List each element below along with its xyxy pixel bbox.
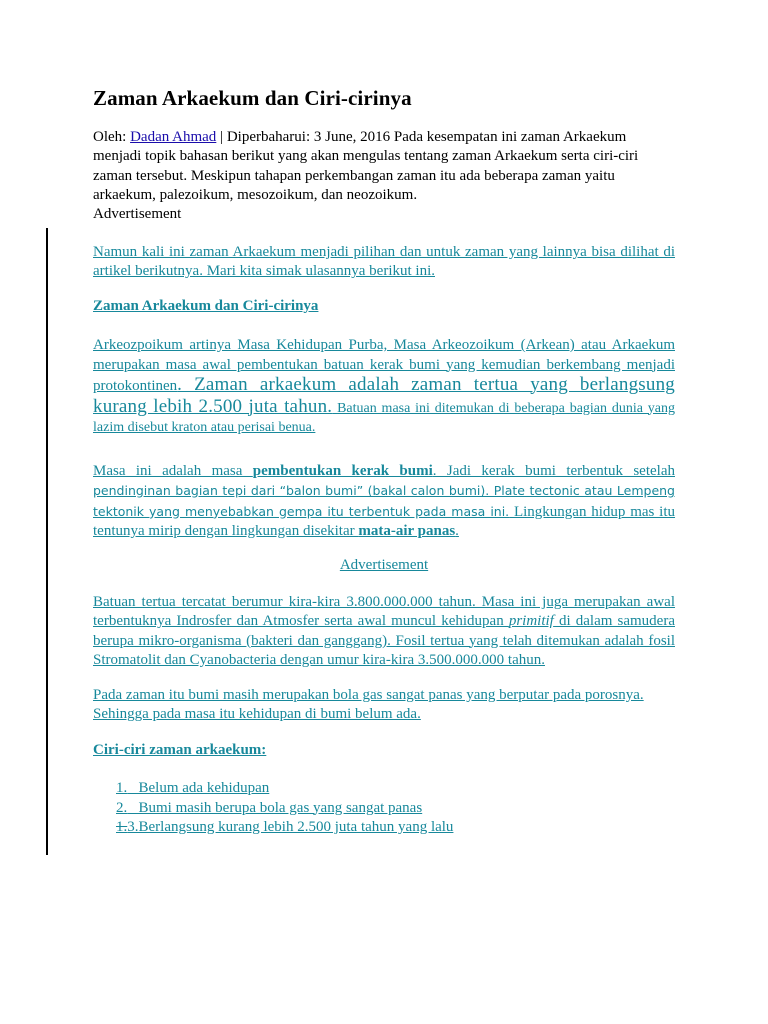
list-number: 2. <box>116 799 128 816</box>
list-item <box>116 779 453 799</box>
advertisement-label-2: Advertisement <box>339 557 429 573</box>
section-subtitle: Zaman Arkaekum dan Ciri-cirinya <box>93 298 319 314</box>
list-item <box>116 818 453 838</box>
intro-text: | Diperbaharui: 3 June, 2016 Pada kesempatan ini zaman Arkaekum menjadi topik bahasan berikut yang akan mengulas tentang zaman Arkaekum serta ciri-ciri zaman tersebut. Meskipun tahapan perkembangan zaman itu ada beberapa zaman yaitu arkaekum, palezoikum, mesozoikum, dan neozoikum. <box>93 129 639 203</box>
p4-text-c: di dalam samudera berupa mikro-organisma (bakteri dan ganggang). Fosil tertua yang telah ditemukan adalah fosil Stromatolit dan Cyanobacteria dengan umur kira-kira 3.500.000.000 tahun. <box>93 613 675 668</box>
list-item-text: 3.Berlangsung kurang lebih 2.500 juta tahun yang lalu <box>127 819 454 835</box>
p3-bold-a: pembentukan kerak bumi <box>252 463 433 479</box>
p2-text-b: . Zaman arkaekum adalah zaman tertua yang berlangsung kurang lebih 2.500 juta tahun. <box>93 374 675 417</box>
p4-italic: primitif <box>508 613 554 630</box>
p2-text-c: Batuan masa ini ditemukan di beberapa bagian dunia yang lazim disebut kraton atau perisai benua. <box>93 400 675 435</box>
p3-text-d: pendinginan bagian tepi dari “balon bumi” (bakal calon bumi). Plate tectonic atau Lempeng tektonik yang menyebabkan gempa itu terbentuk pada masa ini. <box>93 483 675 519</box>
list-item <box>116 799 453 819</box>
p3-text-c: . Jadi kerak bumi terbentuk setelah <box>432 463 675 479</box>
list-item-text: Bumi masih berupa bola gas yang sangat panas <box>138 799 423 816</box>
p3-text-g: . <box>455 522 459 539</box>
list-title: Ciri-ciri zaman arkaekum: <box>93 742 267 758</box>
intro-paragraph <box>93 128 675 224</box>
paragraph-5: Pada zaman itu bumi masih merupakan bola gas sangat panas yang berputar pada porosnya. Sehingga pada masa itu kehidupan di bumi belum ada. <box>93 687 644 723</box>
characteristics-list <box>116 779 453 838</box>
p4-text-a: Batuan tertua tercatat berumur kira-kira 3.800.000.000 tahun. Masa ini juga merupakan awal terbentuknya Indrosfer dan Atmosfer serta awal muncul kehidupan <box>93 594 675 630</box>
list-number-struck: 1. <box>116 819 128 835</box>
paragraph-4 <box>93 593 675 670</box>
paragraph-1: Namun kali ini zaman Arkaekum menjadi pilihan dan untuk zaman yang lainnya bisa dilihat di artikel berikutnya. Mari kita simak ulasannya berikut ini. <box>93 244 675 280</box>
p3-text-a: Masa ini adalah masa <box>93 463 253 479</box>
p2-text-a: Arkeozpoikum artinya Masa Kehidupan Purba, Masa Arkeozoikum (Arkean) atau Arkaekum merupakan masa awal pembentukan batuan kerak bumi yang kemudian berkembang menjadi protokontinen <box>93 337 675 394</box>
advertisement-label: Advertisement <box>93 206 182 223</box>
change-bar <box>46 228 48 855</box>
page-title: Zaman Arkaekum dan Ciri-cirinya <box>93 86 412 110</box>
intro-prefix: Oleh: <box>93 129 131 145</box>
paragraph-3 <box>93 462 675 541</box>
list-item-text: Belum ada kehidupan <box>138 780 270 796</box>
p3-text-e: Lingkungan hidup mas itu tentunya mirip dengan lingkungan disekitar <box>93 503 676 539</box>
p3-bold-b: mata-air panas <box>358 522 456 539</box>
list-number: 1. <box>116 780 128 796</box>
paragraph-2 <box>93 336 675 438</box>
author-link[interactable]: Dadan Ahmad <box>130 129 217 145</box>
